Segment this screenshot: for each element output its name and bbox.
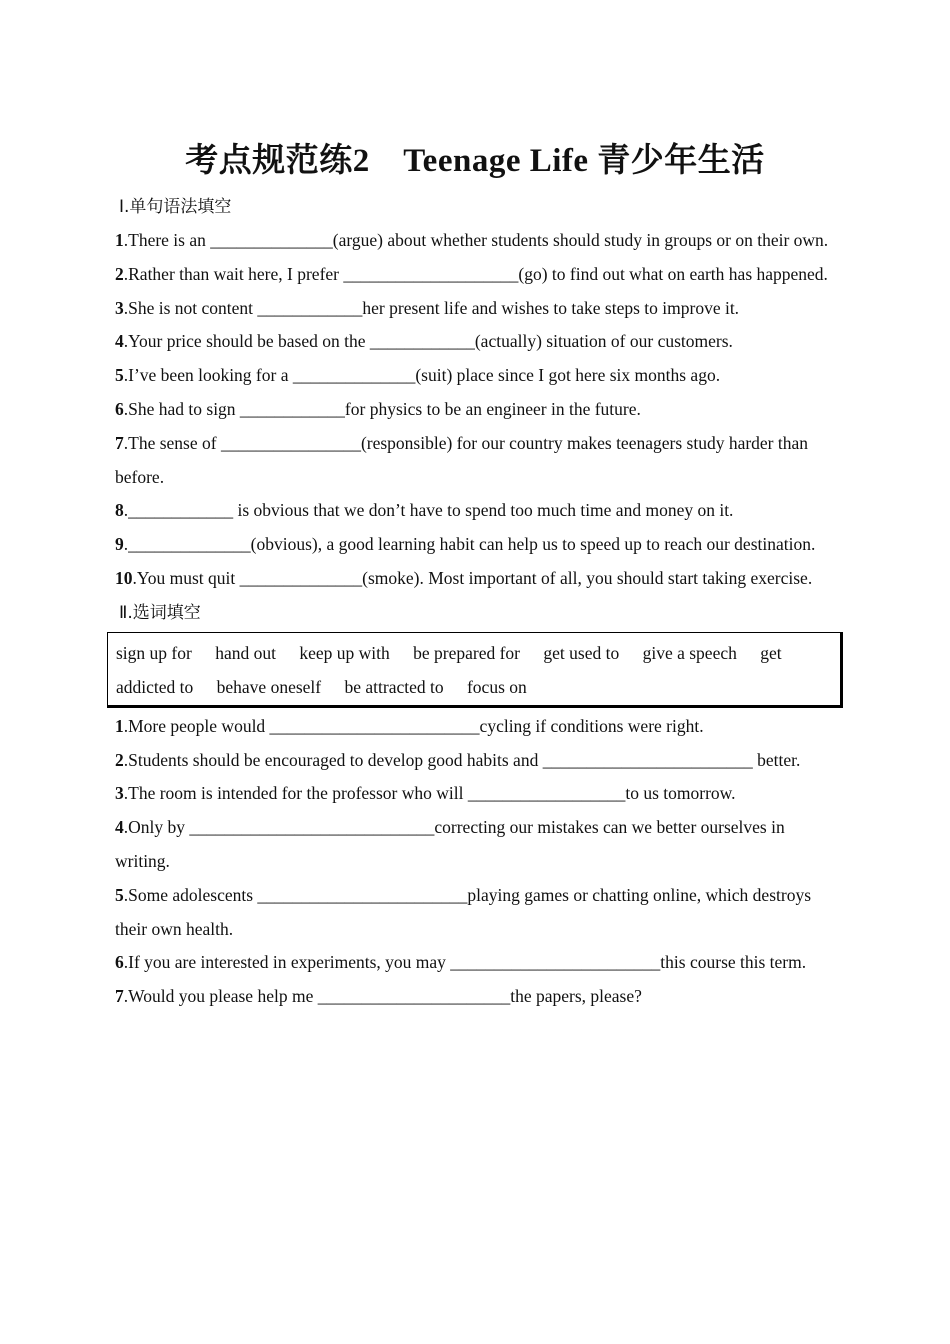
page-title: [0, 134, 950, 181]
section-1-items: [115, 224, 835, 596]
vocab-question-2: [115, 744, 835, 778]
title-en: 2 Teenage Life: [352, 143, 598, 179]
question-text: .She is not content ____________her present life and wishes to take steps to improve it.: [123, 297, 740, 318]
question-number: 7: [115, 986, 124, 1007]
word-bank-item: get used to: [543, 642, 620, 663]
vocab-question-7: [115, 980, 835, 1014]
vocab-question-4: [115, 811, 835, 879]
question-number: 4: [115, 817, 124, 838]
question-number: 8: [115, 500, 124, 521]
section-2-heading: Ⅱ.选词填空: [119, 602, 201, 623]
question-number: 1: [115, 715, 124, 736]
grammar-question-6: [115, 393, 835, 427]
question-number: 3: [115, 783, 124, 804]
grammar-question-4: [115, 325, 835, 359]
word-bank-item: keep up with: [299, 642, 390, 663]
word-bank-box: [107, 632, 843, 708]
question-text: .Students should be encouraged to develop good habits and ________________________ better.: [123, 749, 801, 770]
grammar-question-5: [115, 359, 835, 393]
question-text: .The room is intended for the professor who will __________________to us tomorrow.: [123, 783, 736, 804]
question-text: .______________(obvious), a good learning habit can help us to speed up to reach our destination.: [123, 534, 816, 555]
grammar-question-9: [115, 528, 835, 562]
question-number: 2: [115, 263, 124, 284]
question-text: .She had to sign ____________for physics to be an engineer in the future.: [123, 398, 641, 419]
word-bank-item: behave oneself: [216, 676, 322, 697]
grammar-question-1: [115, 224, 835, 258]
word-bank-item: be prepared for: [413, 642, 521, 663]
word-bank-item: be attracted to: [344, 676, 444, 697]
question-number: 6: [115, 398, 124, 419]
question-number: 7: [115, 432, 124, 453]
content: [115, 190, 835, 1014]
question-number: 1: [115, 230, 124, 250]
question-number: 2: [115, 749, 124, 770]
vocab-question-5: [115, 879, 835, 947]
title-cn-prefix: 考点规范练: [185, 140, 353, 179]
word-bank-item: give a speech: [642, 642, 737, 663]
question-text: .Rather than wait here, I prefer ____________________(go) to find out what on earth has happened.: [123, 263, 828, 284]
grammar-question-8: [115, 494, 835, 528]
grammar-question-7: [115, 427, 835, 495]
question-number: 5: [115, 884, 124, 905]
vocab-question-6: [115, 946, 835, 980]
question-number: 10: [115, 567, 133, 588]
question-text: .More people would ________________________cycling if conditions were right.: [123, 715, 704, 736]
question-text: .____________ is obvious that we don’t have to spend too much time and money on it.: [123, 500, 734, 521]
question-number: 9: [115, 534, 124, 555]
question-text: .Some adolescents ________________________playing games or chatting online, which destroys their own health.: [115, 884, 812, 939]
word-bank-item: sign up for: [116, 642, 192, 663]
question-text: .The sense of ________________(responsible) for our country makes teenagers study harder than before.: [115, 432, 809, 487]
question-number: 3: [115, 297, 124, 318]
grammar-question-10: [115, 562, 835, 596]
question-text: .I’ve been looking for a ______________(suit) place since I got here six months ago.: [123, 365, 721, 386]
question-number: 4: [115, 331, 124, 352]
section-1-heading: Ⅰ.单句语法填空: [119, 197, 232, 217]
title-cn-suffix: 青少年生活: [597, 140, 765, 179]
question-text: .There is an ______________(argue) about whether students should study in groups or on their own.: [123, 230, 829, 250]
word-bank-item: focus on: [466, 676, 527, 697]
word-bank-item: get addicted to: [116, 642, 782, 697]
question-text: .You must quit ______________(smoke). Most important of all, you should start taking exercise.: [132, 567, 813, 588]
question-number: 6: [115, 952, 124, 973]
question-text: .Your price should be based on the ____________(actually) situation of our customers.: [123, 331, 733, 352]
word-bank-item: hand out: [215, 642, 276, 663]
question-text: .Only by ____________________________correcting our mistakes can we better ourselves in writing.: [115, 817, 785, 871]
vocab-question-3: [115, 777, 835, 811]
question-text: .Would you please help me ______________________the papers, please?: [123, 986, 642, 1007]
grammar-question-2: [115, 258, 835, 292]
question-text: .If you are interested in experiments, you may ________________________this course this term.: [123, 952, 807, 973]
vocab-question-1: [115, 710, 835, 744]
grammar-question-3: [115, 292, 835, 326]
section-2-items: [115, 710, 835, 1014]
question-number: 5: [115, 365, 124, 386]
